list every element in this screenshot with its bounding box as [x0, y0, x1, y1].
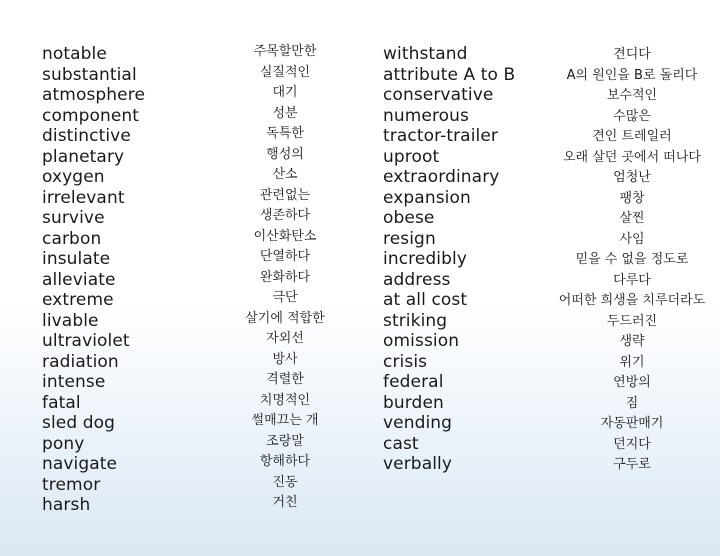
- vocab-meaning: 생략: [619, 334, 645, 349]
- vocab-meaning: 짐: [625, 395, 639, 411]
- vocab-word: withstand: [383, 44, 468, 64]
- vocab-word: striking: [383, 310, 448, 331]
- vocab-word: extreme: [42, 290, 114, 310]
- vocab-word: notable: [42, 44, 107, 64]
- vocab-word: distinctive: [42, 126, 131, 146]
- vocab-meaning: 조랑말: [266, 433, 304, 449]
- vocab-meaning: A의 원인을 B로 돌리다: [566, 67, 698, 83]
- vocab-meaning: 자외선: [266, 331, 304, 346]
- vocab-word: survive: [42, 208, 105, 228]
- korean-meanings-column-right: [548, 45, 716, 476]
- vocab-meaning: 자동판매기: [600, 416, 664, 431]
- vocab-meaning: 방사: [272, 351, 298, 367]
- vocab-meaning: 믿을 수 없을 정도로: [575, 252, 689, 267]
- vocab-meaning: 단열하다: [259, 249, 311, 264]
- vocab-meaning: 엄청난: [613, 170, 651, 185]
- vocab-meaning: 구두로: [613, 457, 651, 472]
- vocab-word: crisis: [383, 351, 428, 372]
- vocab-meaning: 격렬한: [266, 372, 304, 387]
- vocab-meaning: 다루다: [613, 272, 651, 288]
- vocab-word: address: [383, 269, 451, 290]
- vocab-meaning: 사임: [619, 231, 645, 247]
- vocab-word: obese: [383, 208, 435, 228]
- vocab-word: vending: [383, 413, 453, 433]
- vocab-meaning: 치명적인: [259, 392, 311, 408]
- vocab-meaning: 항해하다: [259, 454, 311, 469]
- english-words-column-left: [42, 44, 242, 516]
- vocab-meaning: 이산화탄소: [253, 228, 317, 244]
- vocab-word: verbally: [383, 454, 453, 474]
- vocab-meaning: 진동: [272, 474, 298, 490]
- vocab-word: omission: [383, 331, 460, 351]
- vocab-meaning: 팽창: [619, 190, 645, 206]
- english-words-column-right: [383, 44, 543, 475]
- vocab-word: expansion: [383, 187, 471, 208]
- vocab-word: sled dog: [42, 413, 116, 433]
- vocab-meaning: 오래 살던 곳에서 떠나다: [563, 149, 701, 165]
- vocab-meaning: 거친: [272, 495, 298, 510]
- vocab-word: extraordinary: [383, 167, 500, 187]
- vocab-word: numerous: [383, 105, 470, 126]
- vocab-meaning: 관련없는: [259, 187, 311, 203]
- vocab-word: tractor-trailer: [383, 126, 498, 146]
- vocab-meaning: 견디다: [613, 47, 651, 62]
- vocab-meaning: 연방의: [613, 375, 651, 390]
- vocab-word: oxygen: [42, 167, 105, 187]
- vocab-meaning: 두드러진: [606, 313, 658, 329]
- vocab-meaning: 썰매끄는 개: [251, 413, 319, 428]
- vocab-meaning: 살찐: [619, 211, 645, 226]
- vocab-word: burden: [383, 392, 444, 413]
- vocab-word: incredibly: [383, 249, 468, 269]
- vocab-meaning: 실질적인: [259, 64, 311, 80]
- vocab-meaning: 어떠한 희생을 치루더라도: [558, 293, 706, 308]
- vocab-word: irrelevant: [42, 187, 125, 208]
- vocab-meaning: 수많은: [613, 108, 651, 124]
- vocab-word: navigate: [42, 454, 118, 474]
- vocab-meaning: 생존하다: [259, 208, 311, 223]
- vocab-word: conservative: [383, 85, 494, 105]
- vocab-word: federal: [383, 372, 444, 392]
- vocab-meaning: 위기: [619, 354, 645, 370]
- vocab-word: alleviate: [42, 269, 116, 290]
- vocab-word: carbon: [42, 228, 102, 249]
- vocab-word: radiation: [42, 351, 119, 372]
- vocab-meaning: 완화하다: [259, 269, 311, 285]
- vocab-meaning: 극단: [272, 290, 298, 305]
- vocab-word: at all cost: [383, 290, 468, 310]
- vocab-word: insulate: [42, 249, 111, 269]
- vocab-word: attribute A to B: [383, 64, 516, 85]
- vocab-word: ultraviolet: [42, 331, 130, 351]
- vocab-word: component: [42, 105, 140, 126]
- vocab-meaning: 대기: [272, 85, 298, 100]
- vocab-meaning: 독특한: [266, 126, 304, 141]
- vocab-meaning: 성분: [272, 105, 298, 121]
- vocab-word: fatal: [42, 392, 81, 413]
- vocab-word: substantial: [42, 64, 137, 85]
- vocab-meaning: 주목할만한: [253, 44, 317, 59]
- vocab-meaning: 살기에 적합한: [245, 310, 325, 326]
- korean-meanings-column-left: [230, 42, 340, 514]
- vocab-word: planetary: [42, 146, 125, 167]
- vocab-meaning: 견인 트레일러: [592, 129, 672, 144]
- vocab-word: atmosphere: [42, 85, 145, 105]
- vocab-word: intense: [42, 372, 106, 392]
- vocab-word: uproot: [383, 146, 440, 167]
- vocab-word: livable: [42, 310, 99, 331]
- vocab-word: tremor: [42, 474, 101, 495]
- vocab-word: resign: [383, 228, 436, 249]
- vocab-meaning: 행성의: [266, 146, 304, 162]
- vocab-meaning: 보수적인: [606, 88, 658, 103]
- vocab-word: cast: [383, 433, 419, 454]
- vocab-meaning: 산소: [272, 167, 298, 182]
- vocab-word: harsh: [42, 495, 91, 515]
- vocab-word: pony: [42, 433, 85, 454]
- vocab-meaning: 던지다: [613, 436, 651, 452]
